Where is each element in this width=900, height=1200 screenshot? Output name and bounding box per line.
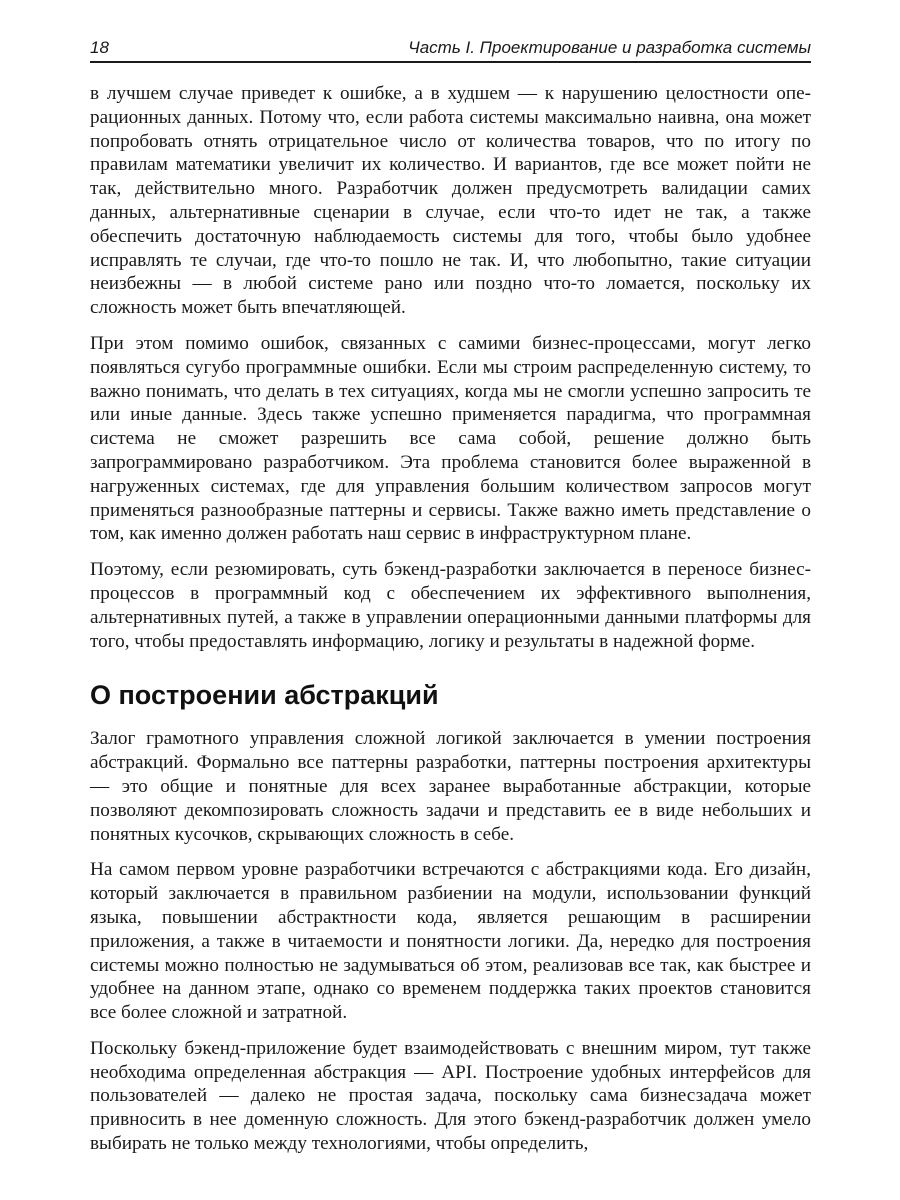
section-heading: О построении абстракций [90, 680, 439, 711]
paragraph: При этом помимо ошибок, связанных с самими бизнес-процессами, могут легко появляться сугубо программные ошибки. Если мы строим распределенную систему, то важно понимать, что делать в тех ситуациях, когда мы не смогли успешно запросить те или иные данные. Здесь также успешно применяется парадигма, что программная система не сможет разрешить все сама собой, решение должно быть запрограммировано разработчиком. Эта проблема становится более выраженной в нагруженных системах, где для управления большим количеством запросов могут применяться разнообразные паттерны и сервисы. Также важно иметь представление о том, как именно должен работать наш сервис в инфраструктурном плане. [90, 332, 811, 545]
book-page [90, 38, 811, 1168]
page-number: 18 [90, 38, 109, 57]
paragraph: Поэтому, если резюмировать, суть бэкенд-разработки заключается в переносе бизнес-процессов в программный код с обеспечением их эффективного выполнения, альтернативных путей, а также в управлении операционными данными платформы для того, чтобы предоставлять информацию, логику и результаты в надежной форме. [90, 559, 811, 652]
running-title: Часть I. Проектирование и разработка системы [408, 38, 811, 57]
page-body [90, 82, 811, 1156]
paragraph: Поскольку бэкенд-приложение будет взаимодействовать с внешним миром, тут также необходима определенная абстракция — API. Построение удобных интерфейсов для пользователей — далеко не простая задача, поскольку сама бизнесзадача может привносить в нее доменную сложность. Для этого бэкенд-разработчик должен умело выбирать не только между технологиями, чтобы определить, [90, 1037, 811, 1155]
paragraph: Залог грамотного управления сложной логикой заключается в умении построения абстракций. Формально все паттерны разработки, паттерны построения архитектуры — это общие и понятные для всех заранее выработанные абстракции, которые позволяют декомпозировать сложность задачи и представить ее в виде небольших и понятных кусочков, скрывающих сложность в себе. [90, 728, 811, 845]
paragraph: в лучшем случае приведет к ошибке, а в худшем — к нарушению целостности операционных данных. Потому что, если работа системы максимально наивна, она может попробовать отнять отрицательное число от количества товаров, что по итогу по правилам математики увеличит их количество. И вариантов, где все может пойти не так, действительно много. Разработчик должен предусмотреть валидации самих данных, альтернативные сценарии в случае, если что-то идет не так, а также обеспечить достаточную наблюдаемость системы для того, чтобы было удобнее исправлять те случаи, где что-то пошло не так. И, что любопытно, такие ситуации неизбежны — в любой системе рано или поздно что-то ломается, поскольку их сложность может быть впечатляющей. [90, 83, 811, 319]
paragraph: На самом первом уровне разработчики встречаются с абстракциями кода. Его дизайн, который заключается в правильном разбиении на модули, использовании функций языка, повышении абстрактности кода, является решающим в расширении приложения, а также в читаемости и понятности логики. Да, нередко для построения системы можно полностью не задумываться об этом, реализовав все так, как быстрее и удобнее на данном этапе, однако со временем поддержка таких проектов становится все более сложной и затратной. [90, 859, 811, 1024]
running-header [90, 38, 811, 63]
